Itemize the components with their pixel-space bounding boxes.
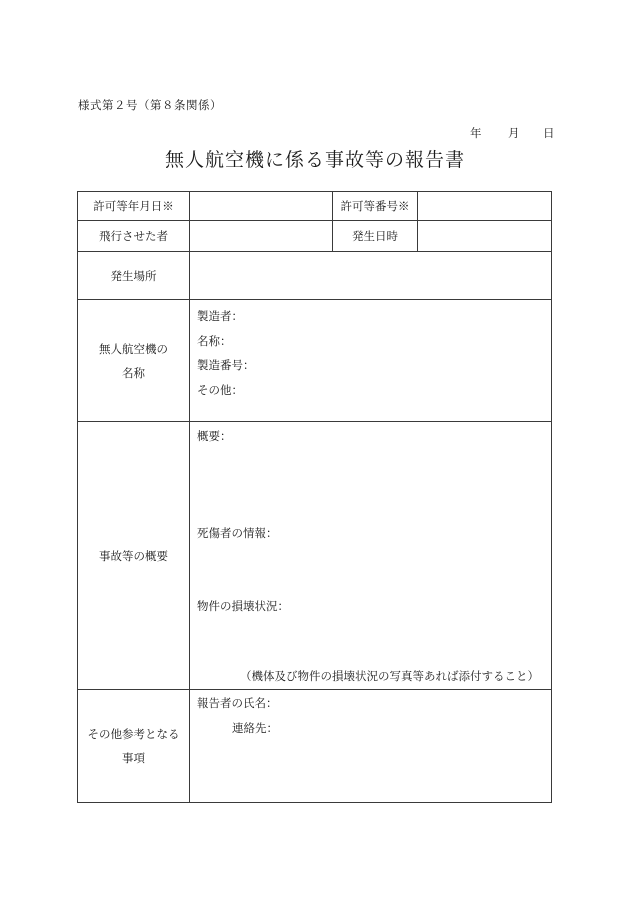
permit-date-field[interactable] [190, 192, 333, 221]
serial-number-label: 製造番号： [197, 358, 255, 372]
pilot-field[interactable] [190, 221, 333, 252]
aircraft-label [78, 300, 190, 422]
aircraft-label-line2: 名称 [122, 365, 145, 380]
other-info-label: その他： [197, 382, 243, 397]
row-other [78, 690, 552, 803]
row-aircraft [78, 300, 552, 422]
incident-label: 事故等の概要 [78, 422, 190, 690]
date-day-label: 日 [543, 126, 555, 140]
permit-number-label: 許可等番号※ [333, 192, 418, 221]
manufacturer-label: 製造者： [197, 309, 243, 323]
aircraft-label-line1: 無人航空機の [99, 341, 168, 356]
summary-label: 概要： [197, 429, 232, 443]
location-field[interactable] [190, 252, 552, 300]
other-reference-label-line2: 事項 [122, 751, 145, 765]
other-reference-label [78, 690, 190, 803]
date-month-label: 月 [508, 126, 520, 140]
occurrence-datetime-label: 発生日時 [333, 221, 418, 252]
other-reference-label-line1: その他参考となる [87, 727, 180, 741]
reporter-contact-label: 連絡先： [232, 721, 278, 735]
permit-number-field[interactable] [418, 192, 552, 221]
document-title: 無人航空機に係る事故等の報告書 [164, 149, 465, 171]
location-label: 発生場所 [78, 252, 190, 300]
permit-date-label: 許可等年月日※ [78, 192, 190, 221]
property-damage-label: 物件の損壊状況： [197, 599, 289, 613]
aircraft-name-label: 名称： [197, 333, 232, 348]
row-permit [78, 192, 552, 221]
row-location [78, 252, 552, 300]
photo-attachment-note: （機体及び物件の損壊状況の写真等あれば添付すること） [240, 669, 539, 683]
row-incident [78, 422, 552, 690]
date-year-label: 年 [470, 126, 482, 140]
pilot-label: 飛行させた者 [78, 221, 190, 252]
occurrence-datetime-field[interactable] [418, 221, 552, 252]
incident-field[interactable] [190, 422, 552, 690]
casualty-info-label: 死傷者の情報： [197, 526, 278, 540]
other-reference-field[interactable] [190, 690, 552, 803]
aircraft-field[interactable] [190, 300, 552, 422]
form-number: 様式第２号（第８条関係） [78, 98, 222, 112]
row-pilot [78, 221, 552, 252]
report-form-table [77, 191, 552, 803]
reporter-name-label: 報告者の氏名： [197, 696, 278, 710]
